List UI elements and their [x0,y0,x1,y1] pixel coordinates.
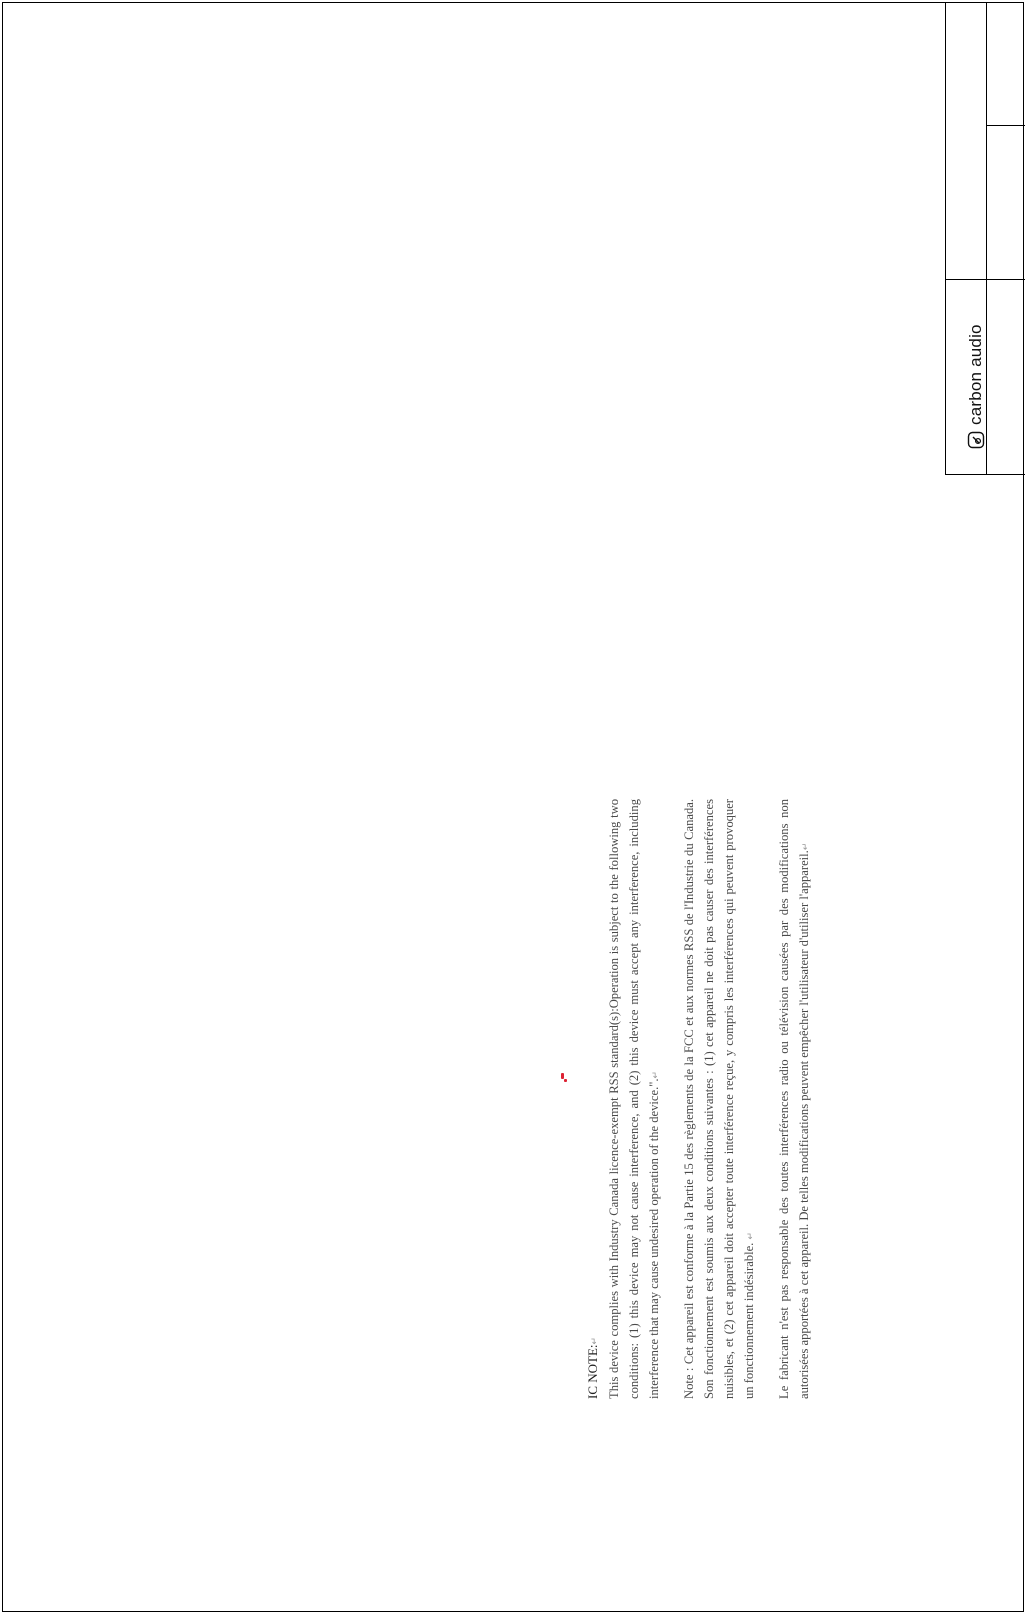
red-annotation-mark [564,1079,567,1082]
title-block-divider [986,125,1025,126]
title-block-divider [986,3,987,474]
ic-note-paragraph: This device complies with Industry Canada licence-exempt RSS standard(s):Operation is subject to the following two conditions: (1) this device may not cause interference, and (2) this device must accept any interference, including interference that may cause undesired operation of the device.". [607,799,661,1399]
return-mark: ↵ [650,1070,660,1079]
fr-note-paragraph: Note : Cet appareil est conforme à la Partie 15 des règlements de la FCC et aux normes RSS de l'Industrie du Canada. Son fonctionnement est soumis aux deux conditions suivantes : (1) cet appareil ne doit pas causer des interférences nuisibles, et (2) cet appareil doit accepter toute interférence reçue, y compris les interférences qui peuvent provoquer un fonctionnement indésirable. [682,799,756,1399]
return-mark: ↵ [800,842,810,851]
fr-manufacturer-block [774,799,815,1399]
fr-manufacturer-paragraph: Le fabricant n'est pas responsable des toutes interférences radio ou télévision causées par des modifications non autorisées apportées à cet appareil. De telles modifications peuvent empêcher l'utilisateur d'utiliser l'appareil. [777,799,811,1399]
return-mark: ↵ [745,1231,755,1240]
fr-note-block [679,799,760,1399]
brand-name: carbon audio [966,324,985,425]
carbon-audio-logo-icon [967,431,985,449]
return-mark: ↵ [589,1336,599,1345]
brand-logo [966,324,986,449]
drawing-sheet [2,2,1024,1612]
ic-notice-document [583,799,815,1399]
title-block [945,3,1025,475]
title-block-divider [946,279,1025,280]
ic-note-block [583,799,665,1399]
red-annotation-mark [561,1073,564,1079]
ic-note-heading: IC NOTE: [585,1344,600,1399]
